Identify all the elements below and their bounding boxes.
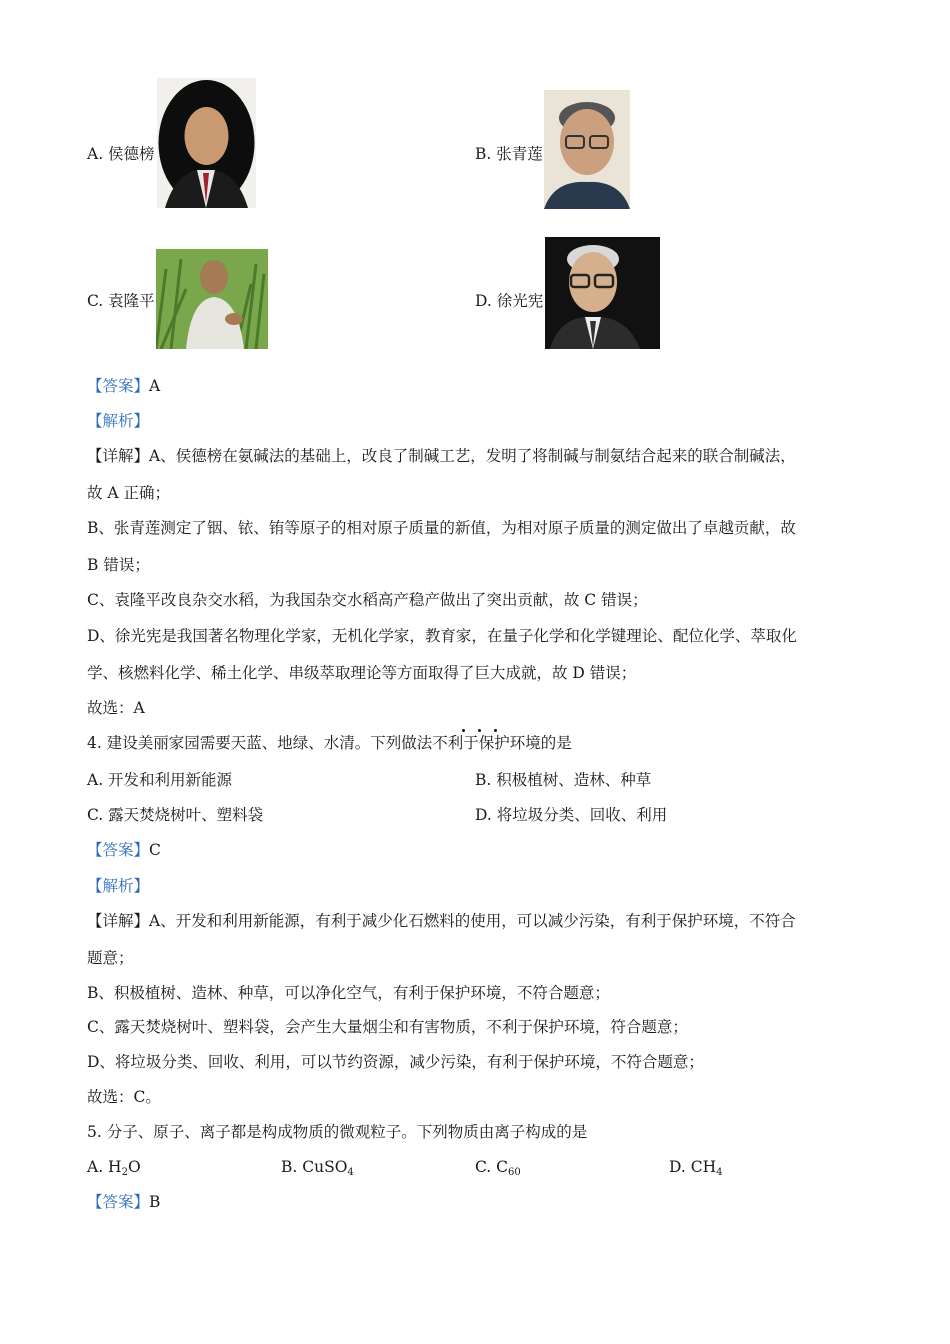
answer-tag: 【答案】 [87,841,150,859]
option-d-label: D. 徐光宪 [475,292,544,310]
q4-option-b: B. 积极植树、造林、种草 [475,771,652,789]
q3-detail-b-line1: B、张青莲测定了铟、铱、铕等原子的相对原子质量的新值，为相对原子质量的测定做出了卓越贡献，故 [87,519,796,537]
q5-option-b [281,1157,354,1177]
q3-detail-c: C、袁隆平改良杂交水稻，为我国杂交水稻高产稳产做出了突出贡献，故 C 错误； [87,591,648,609]
q4-answer [87,840,161,860]
q3-detail-a-line2: 故 A 正确； [87,484,171,502]
q5-option-c-sub: 60 [508,1167,521,1178]
answer-tag: 【答案】 [87,377,150,395]
portrait-xu-guangxian [545,237,660,349]
q5-stem: 5. 分子、原子、离子都是构成物质的微观粒子。下列物质由离子构成的是 [87,1123,588,1141]
q4-detail-a-text: A、开发和利用新能源，有利于减少化石燃料的使用，可以减少污染，有利于保护环境，不符合 [149,912,796,930]
q3-detail-d-line2: 学、核燃料化学、稀土化学、串级萃取理论等方面取得了巨大成就，故 D 错误； [87,664,637,682]
q4-analysis-tag: 【解析】 [87,877,150,895]
q5-answer [87,1192,160,1212]
q5-option-d [669,1157,722,1177]
q5-answer-value: B [149,1193,161,1211]
detail-tag: 【详解】 [87,447,150,465]
detail-tag: 【详解】 [87,912,150,930]
q4-detail-c: C、露天焚烧树叶、塑料袋，会产生大量烟尘和有害物质，不利于保护环境，符合题意； [87,1018,688,1036]
answer-tag: 【答案】 [87,1193,150,1211]
option-b-label: B. 张青莲 [475,145,543,163]
q4-detail-a-line1 [87,911,796,931]
portrait-hou-debang [157,78,256,208]
q4-option-c: C. 露天焚烧树叶、塑料袋 [87,806,264,824]
q3-detail-a-line1 [87,446,796,466]
emphasis-dot [494,729,497,732]
q4-answer-value: C [149,841,161,859]
q5-option-a-suffix: O [127,1158,141,1176]
q5-option-c-text: C. C [475,1158,509,1176]
q3-answer [87,376,160,396]
q3-detail-d-line1: D、徐光宪是我国著名物理化学家，无机化学家，教育家，在量子化学和化学键理论、配位化学、萃取化 [87,627,797,645]
q5-option-b-text: B. CuSO [281,1158,348,1176]
q3-detail-a-text: A、侯德榜在氨碱法的基础上，改良了制碱工艺，发明了将制碱与制氨结合起来的联合制碱法， [149,447,796,465]
q3-analysis-tag: 【解析】 [87,412,150,430]
q5-option-c [475,1157,521,1177]
q5-option-b-sub: 4 [347,1167,354,1178]
q5-option-a-text: A. H [87,1158,122,1176]
q3-answer-value: A [149,377,161,395]
q4-detail-d: D、将垃圾分类、回收、利用，可以节约资源，减少污染，有利于保护环境，不符合题意； [87,1053,704,1071]
q4-detail-a-line2: 题意； [87,949,134,967]
emphasis-dot [462,729,465,732]
q4-option-d: D. 将垃圾分类、回收、利用 [475,806,668,824]
q5-option-d-sub: 4 [716,1167,723,1178]
q4-stem: 4. 建设美丽家园需要天蓝、地绿、水清。下列做法不利于保护环境的是 [87,734,572,752]
q5-option-d-text: D. CH [669,1158,717,1176]
q5-option-a [87,1157,141,1177]
q3-conclusion: 故选：A [87,699,145,717]
q5-option-a-sub: 2 [121,1167,128,1178]
portrait-yuan-longping [156,249,268,349]
q4-detail-b: B、积极植树、造林、种草，可以净化空气，有利于保护环境，不符合题意； [87,984,610,1002]
portrait-zhang-qinglian [544,90,630,209]
option-c-label: C. 袁隆平 [87,292,155,310]
q4-option-a: A. 开发和利用新能源 [87,771,233,789]
q4-conclusion: 故选：C。 [87,1088,161,1106]
option-a-label: A. 侯德榜 [87,145,155,163]
emphasis-dot [478,729,481,732]
q3-detail-b-line2: B 错误； [87,556,150,574]
